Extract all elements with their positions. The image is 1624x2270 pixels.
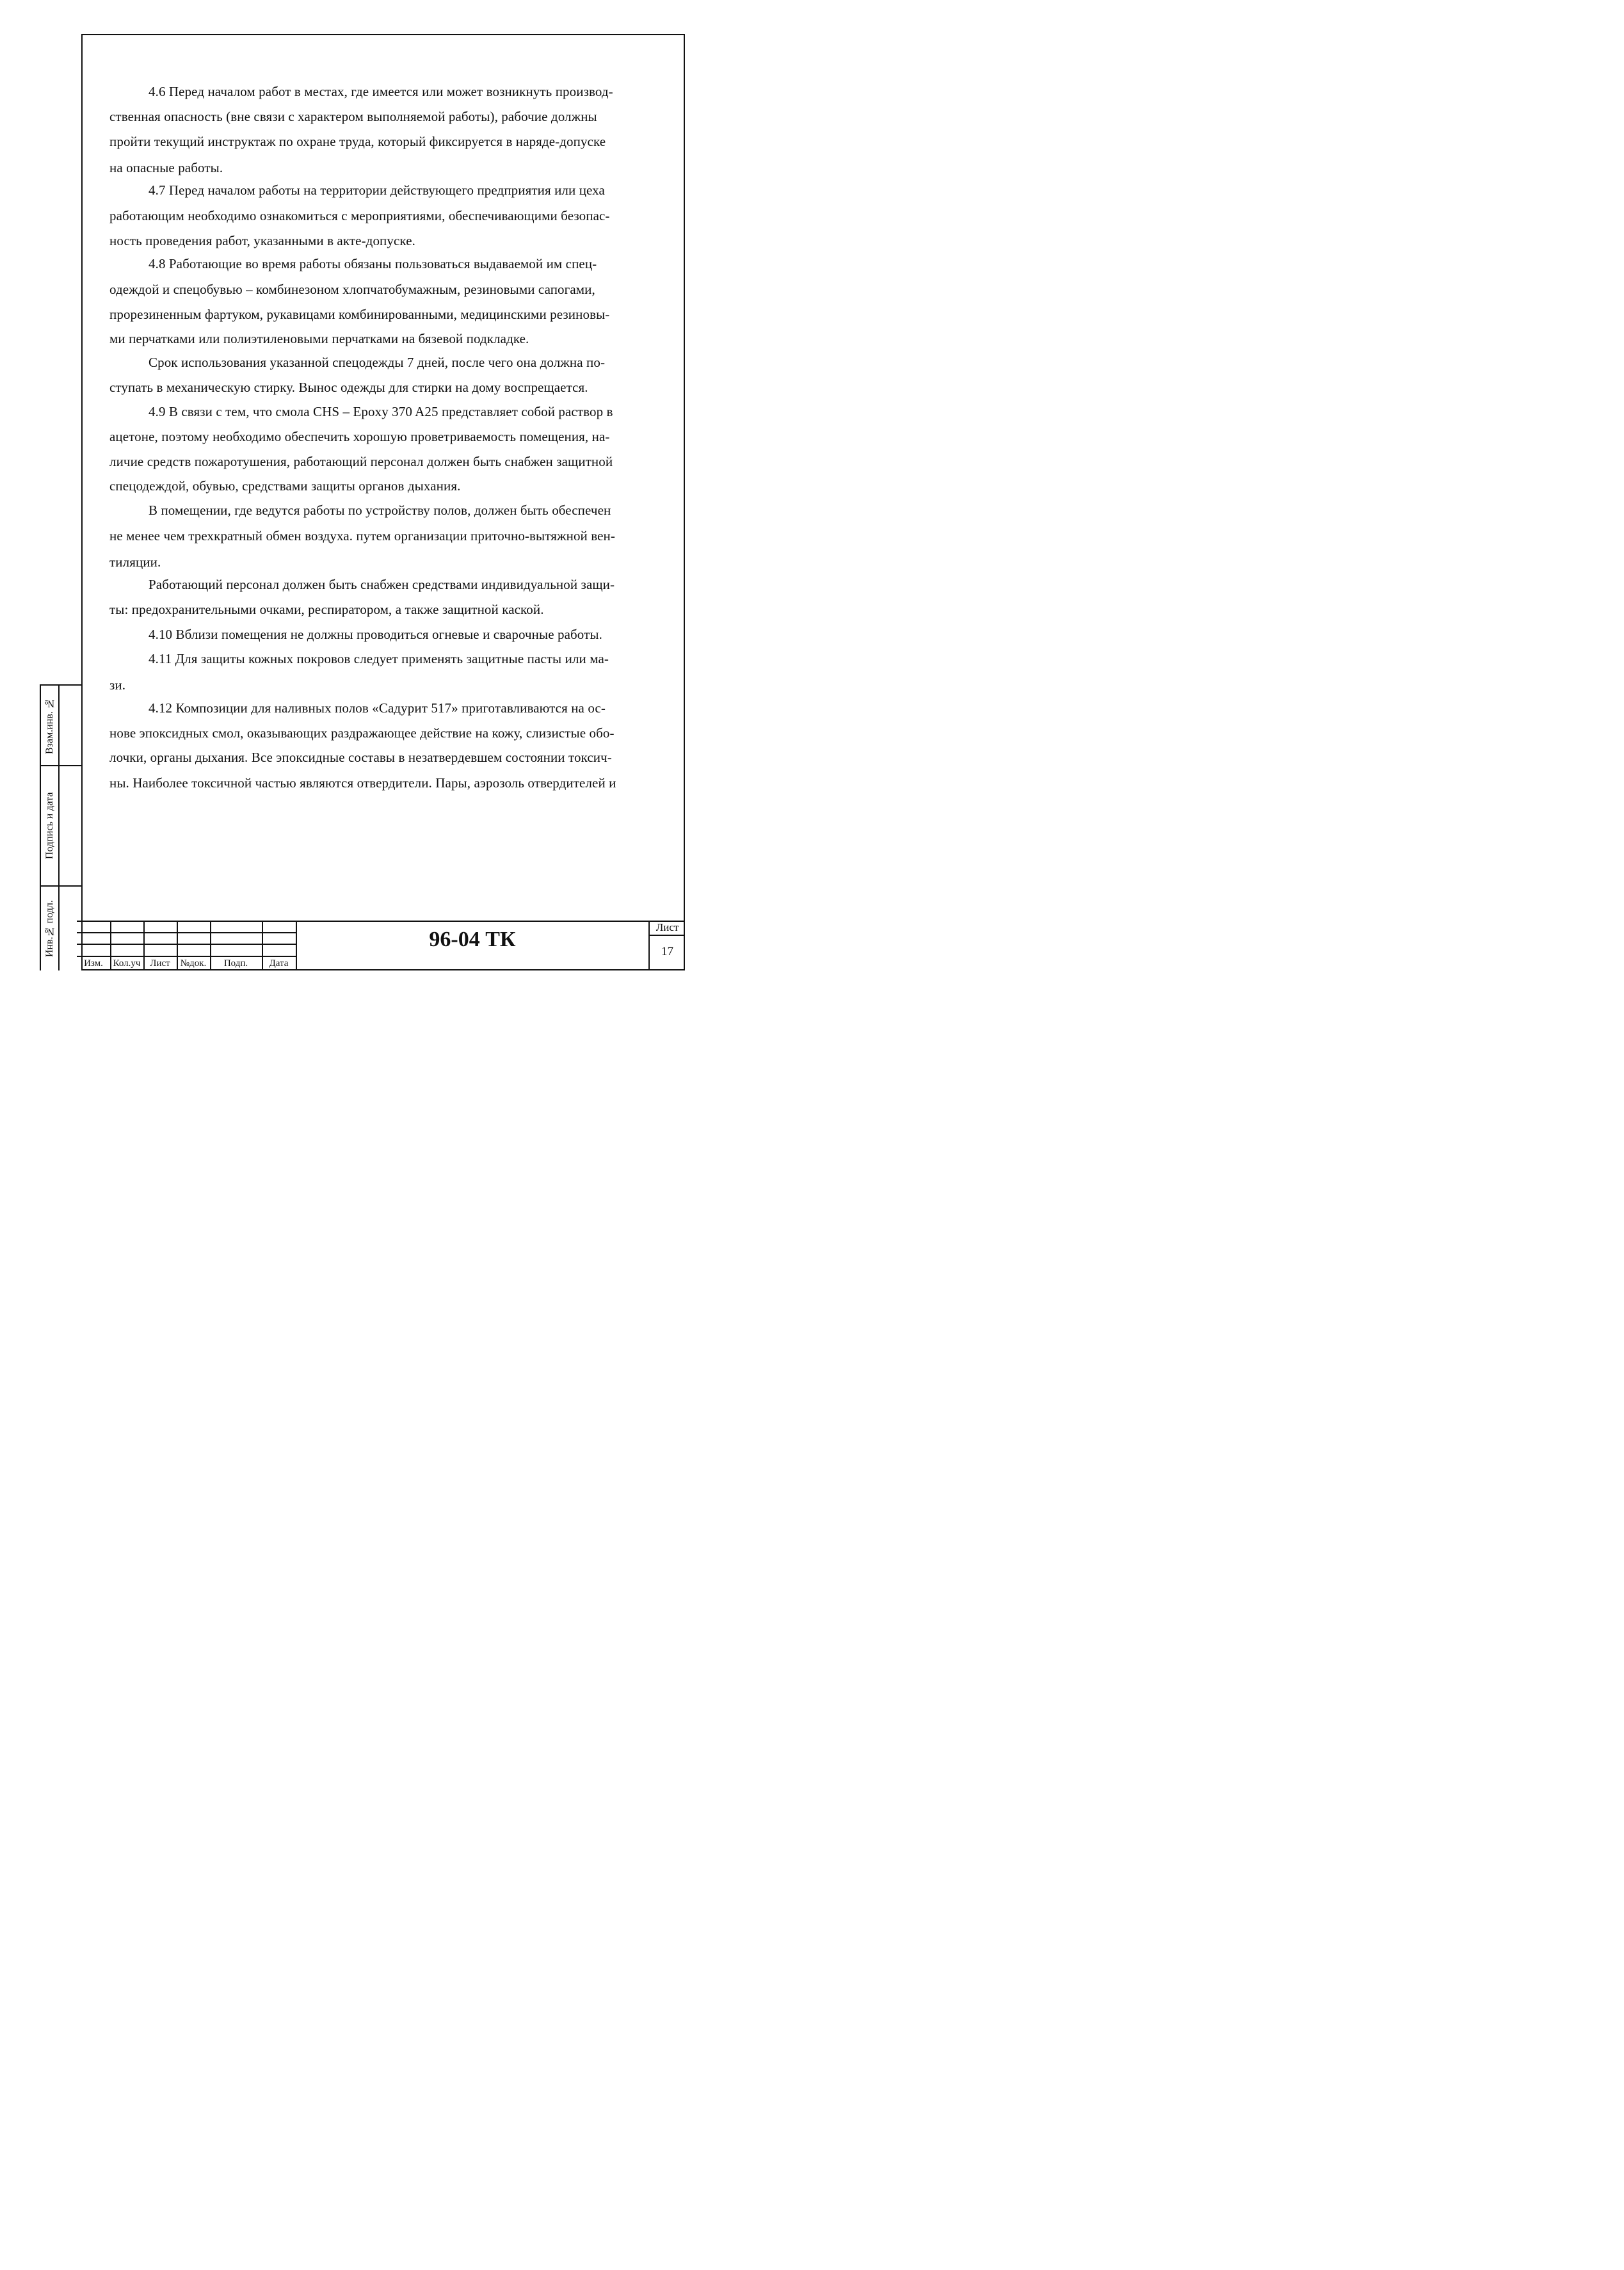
text-line: пройти текущий инструктаж по охране труда, который фиксируется в наряде-допуске — [109, 134, 606, 149]
document-code: 96-04 ТК — [429, 928, 516, 951]
text-line: 4.10 Вблизи помещения не должны проводиться огневые и сварочные работы. — [149, 627, 602, 642]
col-header-count: Кол.уч — [113, 958, 141, 969]
text-line: ты: предохранительными очками, респиратором, а также защитной каской. — [109, 602, 544, 617]
col-header-doc-no: №док. — [180, 958, 207, 969]
text-line: 4.12 Композиции для наливных полов «Садурит 517» приготавливаются на ос- — [149, 700, 606, 716]
sheet-label: Лист — [655, 921, 679, 933]
text-line: одеждой и спецобувью – комбинезоном хлопчатобумажным, резиновыми сапогами, — [109, 282, 595, 297]
text-line: 4.9 В связи с тем, что смола CHS – Epoxy 370 A25 представляет собой раствор в — [149, 404, 613, 419]
text-line: 4.8 Работающие во время работы обязаны пользоваться выдаваемой им спец- — [149, 256, 597, 271]
text-line: ность проведения работ, указанными в акте-допуске. — [109, 233, 415, 248]
text-line: тиляции. — [109, 554, 161, 570]
side-stamp-divider — [58, 686, 60, 970]
document-page — [0, 0, 724, 1024]
text-line: нове эпоксидных смол, оказывающих раздражающее действие на кожу, слизистые обо- — [109, 725, 615, 741]
text-line: ны. Наиболее токсичной частью являются отвердители. Пары, аэрозоль отвердителей и — [109, 775, 616, 791]
text-line: 4.7 Перед началом работы на территории действующего предприятия или цеха — [149, 182, 605, 198]
text-line: 4.11 Для защиты кожных покровов следует применять защитные пасты или ма- — [149, 651, 609, 666]
text-line: прорезиненным фартуком, рукавицами комбинированными, медицинскими резиновы- — [109, 307, 610, 322]
text-line: 4.6 Перед началом работ в местах, где имеется или может возникнуть производ- — [149, 84, 613, 99]
text-line: ступать в механическую стирку. Вынос одежды для стирки на дому воспрещается. — [109, 380, 588, 395]
text-line: личие средств пожаротушения, работающий персонал должен быть снабжен защитной — [109, 454, 613, 469]
title-block — [77, 921, 685, 970]
stamp-label-original-inv: Инв.№ подл. — [44, 900, 55, 958]
side-stamp-divider — [41, 885, 81, 887]
text-line: В помещении, где ведутся работы по устройству полов, должен быть обеспечен — [149, 503, 611, 518]
text-line: спецодеждой, обувью, средствами защиты органов дыхания. — [109, 478, 461, 494]
text-line: ми перчатками или полиэтиленовыми перчатками на бязевой подкладке. — [109, 331, 529, 346]
text-line: ацетоне, поэтому необходимо обеспечить хорошую проветриваемость помещения, на- — [109, 429, 610, 444]
sheet-number: 17 — [661, 945, 673, 958]
text-line: не менее чем трехкратный обмен воздуха. путем организации приточно-вытяжной вен- — [109, 528, 615, 543]
col-header-sheet: Лист — [150, 958, 170, 969]
title-block-rule — [648, 935, 685, 936]
side-stamp-divider — [41, 765, 81, 766]
text-line: работающим необходимо ознакомиться с мероприятиями, обеспечивающими безопас- — [109, 208, 610, 223]
text-line: лочки, органы дыхания. Все эпоксидные составы в незатвердевшем состоянии токсич- — [109, 750, 612, 765]
col-header-signature: Подп. — [223, 958, 248, 969]
col-header-date: Дата — [269, 958, 289, 969]
text-line: ственная опасность (вне связи с характером выполняемой работы), рабочие должны — [109, 109, 597, 124]
side-stamp — [40, 684, 81, 970]
stamp-label-replacement-inv: Взам.инв. № — [44, 698, 55, 754]
text-line: на опасные работы. — [109, 160, 223, 175]
text-line: Срок использования указанной спецодежды 7 дней, после чего она должна по- — [149, 355, 606, 370]
col-header-change: Изм. — [84, 958, 103, 969]
stamp-label-signature-date: Подпись и дата — [44, 792, 55, 860]
text-line: Работающий персонал должен быть снабжен средствами индивидуальной защи- — [149, 577, 615, 592]
title-block-rule — [77, 921, 685, 922]
text-line: зи. — [109, 677, 126, 693]
